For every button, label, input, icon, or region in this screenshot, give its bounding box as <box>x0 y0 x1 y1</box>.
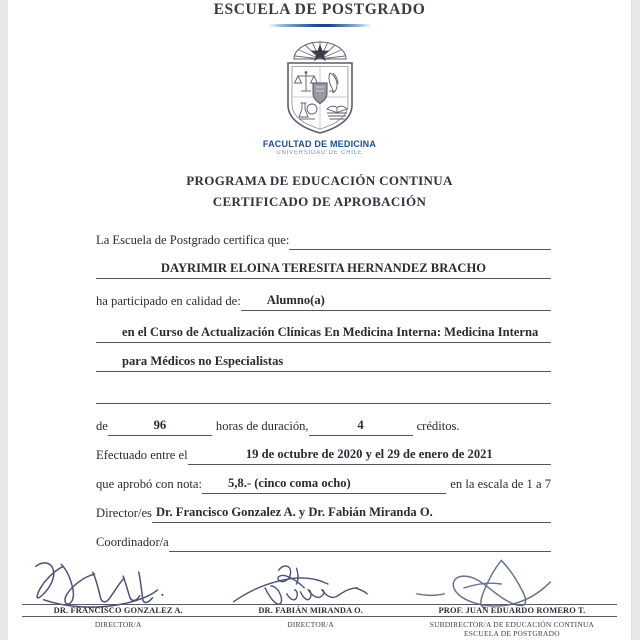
signature-block <box>8 604 631 640</box>
grade-value: 5,8.- (cinco coma ocho) <box>202 476 446 494</box>
participant-role-value: Alumno(a) <box>241 293 551 311</box>
row-director <box>96 505 551 523</box>
logo-block <box>8 33 631 137</box>
participated-label: ha participado en calidad de: <box>96 294 241 308</box>
hours-prefix-label: de <box>96 419 108 433</box>
signature-juan-eduardo-romero <box>407 604 617 638</box>
row-student-name <box>96 261 551 279</box>
director-value: Dr. Francisco Gonzalez A. y Dr. Fabián Miranda O. <box>152 505 551 523</box>
coat-of-arms-icon <box>272 33 368 137</box>
dates-label: Efectuado entre el <box>96 448 188 462</box>
signature-role-line2: ESCUELA DE POSTGRADO <box>464 629 560 638</box>
signature-role <box>407 620 617 638</box>
row-grade <box>96 476 551 494</box>
row-course-line2 <box>96 354 551 372</box>
certifies-blank-line <box>289 232 551 250</box>
header-divider <box>268 24 372 27</box>
dates-value: 19 de octubre de 2020 y el 29 de enero de 2021 <box>188 447 551 465</box>
page-title: ESCUELA DE POSTGRADO <box>213 1 426 18</box>
credits-value: 4 <box>309 418 413 436</box>
program-heading-line2: CERTIFICADO DE APROBACIÓN <box>212 194 427 209</box>
signature-name: DR. FABIÁN MIRANDA O. <box>214 604 406 617</box>
signature-role: DIRECTOR/A <box>287 620 335 629</box>
grade-scale-label: en la escala de 1 a 7 <box>450 477 551 491</box>
row-dates <box>96 447 551 465</box>
course-blank-line <box>96 386 551 404</box>
program-heading-line1: PROGRAMA DE EDUCACIÓN CONTINUA <box>186 173 453 188</box>
coordinator-value <box>169 534 551 552</box>
row-participant-role <box>96 293 551 311</box>
student-name-value: DAYRIMIR ELOINA TERESITA HERNANDEZ BRACHO <box>96 261 551 279</box>
coordinator-label: Coordinador/a <box>96 535 169 549</box>
certifies-label: La Escuela de Postgrado certifica que: <box>96 233 290 247</box>
logo-faculty-label: FACULTAD DE MEDICINA <box>262 139 377 149</box>
hours-value: 96 <box>108 418 212 436</box>
signature-role: DIRECTOR/A <box>94 620 142 629</box>
credits-suffix-label: créditos. <box>416 419 460 433</box>
certificate-page <box>8 0 632 640</box>
certificate-body <box>8 232 631 552</box>
hours-middle-label: horas de duración, <box>215 419 309 433</box>
logo-university-label: UNIVERSIDAD DE CHILE <box>276 150 363 156</box>
grade-label: que aprobó con nota: <box>96 477 202 491</box>
signature-role-line1: SUBDIRECTOR/A DE EDUCACIÓN CONTINUA <box>429 620 595 629</box>
signature-name: DR. FRANCISCO GONZALEZ A. <box>22 604 214 617</box>
signature-fabian-miranda <box>214 604 406 638</box>
row-course-extra-blank <box>96 386 551 404</box>
director-label: Director/es <box>96 506 152 520</box>
signature-name: PROF. JUAN EDUARDO ROMERO T. <box>407 604 617 617</box>
row-coordinator <box>96 534 551 552</box>
signature-francisco-gonzalez <box>22 604 214 638</box>
row-hours-credits <box>96 418 551 436</box>
row-certifies <box>96 232 551 250</box>
row-course-line1 <box>96 325 551 343</box>
course-title-line1: en el Curso de Actualización Clínicas En Medicina Interna: Medicina Interna <box>96 325 551 343</box>
course-title-line2: para Médicos no Especialistas <box>96 354 551 372</box>
